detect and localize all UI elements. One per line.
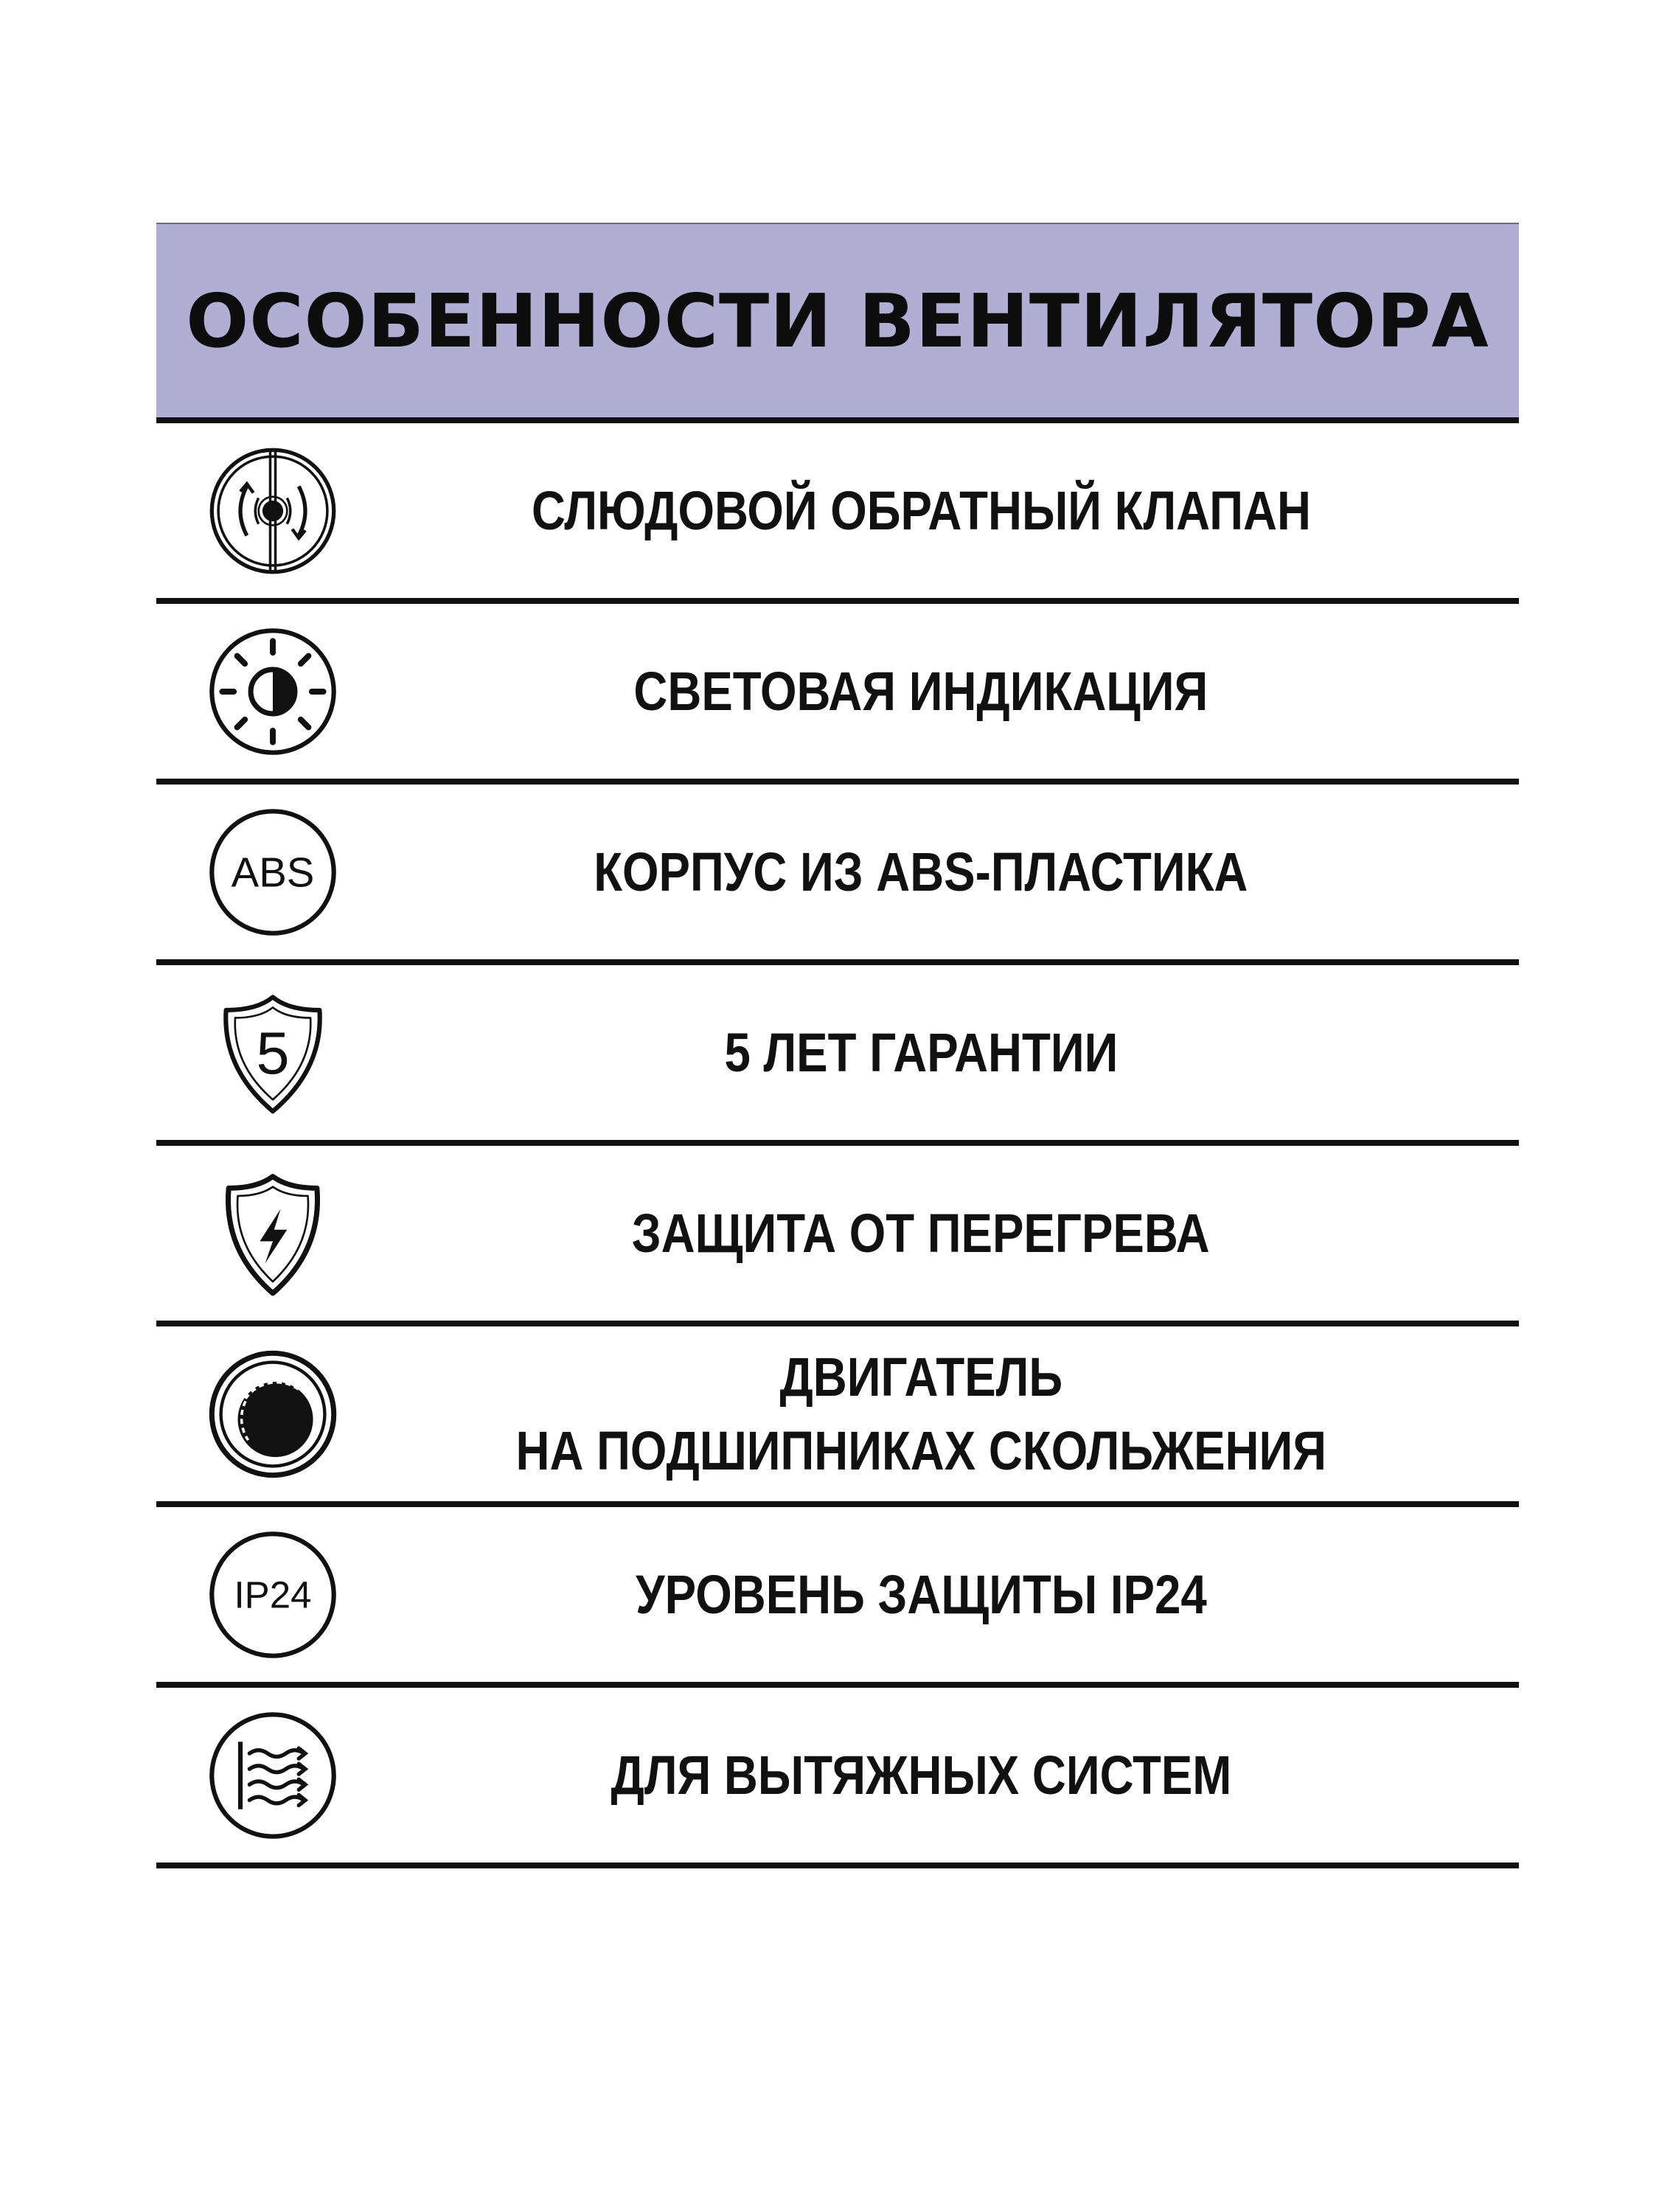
- feature-label: 5 ЛЕТ ГАРАНТИИ: [724, 1021, 1118, 1083]
- feature-row-exhaust: [156, 1688, 1519, 1863]
- sleeve-bearing-motor-icon: [208, 1340, 338, 1488]
- light-indicator-icon: [208, 618, 338, 765]
- feature-row-overheat: [156, 1146, 1519, 1321]
- check-valve-icon: [208, 437, 338, 585]
- feature-label: ДЛЯ ВЫТЯЖНЫХ СИСТЕМ: [611, 1744, 1231, 1806]
- divider: [156, 779, 1519, 785]
- warranty-shield-icon: [208, 979, 338, 1127]
- feature-row-abs: [156, 785, 1519, 959]
- feature-label: ЗАЩИТА ОТ ПЕРЕГРЕВА: [632, 1202, 1210, 1264]
- feature-label: СВЕТОВАЯ ИНДИКАЦИЯ: [633, 660, 1208, 722]
- overheat-protection-icon: [208, 1160, 338, 1307]
- divider: [156, 1682, 1519, 1688]
- feature-label: СЛЮДОВОЙ ОБРАТНЫЙ КЛАПАН: [531, 479, 1311, 541]
- divider: [156, 1140, 1519, 1146]
- feature-label-line1: ДВИГАТЕЛЬ: [779, 1346, 1062, 1408]
- abs-plastic-icon: [208, 799, 338, 946]
- feature-row-light-indicator: [156, 604, 1519, 779]
- features-card: [156, 223, 1519, 1868]
- features-header: [156, 223, 1519, 417]
- ip24-icon-text: IP24: [234, 1573, 312, 1616]
- abs-icon-text: ABS: [231, 848, 315, 895]
- page-title: ОСОБЕННОСТИ ВЕНТИЛЯТОРА: [186, 277, 1489, 364]
- feature-row-warranty: [156, 965, 1519, 1140]
- exhaust-airflow-icon: [208, 1702, 338, 1849]
- divider: [156, 1321, 1519, 1326]
- warranty-icon-text: 5: [256, 1020, 290, 1087]
- divider: [156, 1863, 1519, 1868]
- feature-label: КОРПУС ИЗ ABS-ПЛАСТИКА: [594, 841, 1248, 902]
- feature-label-line2: НА ПОДШИПНИКАХ СКОЛЬЖЕНИЯ: [515, 1419, 1326, 1481]
- divider: [156, 598, 1519, 604]
- feature-label: УРОВЕНЬ ЗАЩИТЫ IP24: [635, 1563, 1207, 1625]
- feature-row-ip24: [156, 1507, 1519, 1682]
- feature-label: [515, 1340, 1326, 1488]
- divider: [156, 959, 1519, 965]
- feature-row-motor: [156, 1326, 1519, 1501]
- ip24-icon: [208, 1521, 338, 1669]
- feature-row-check-valve: [156, 423, 1519, 598]
- divider: [156, 1501, 1519, 1507]
- divider: [156, 417, 1519, 423]
